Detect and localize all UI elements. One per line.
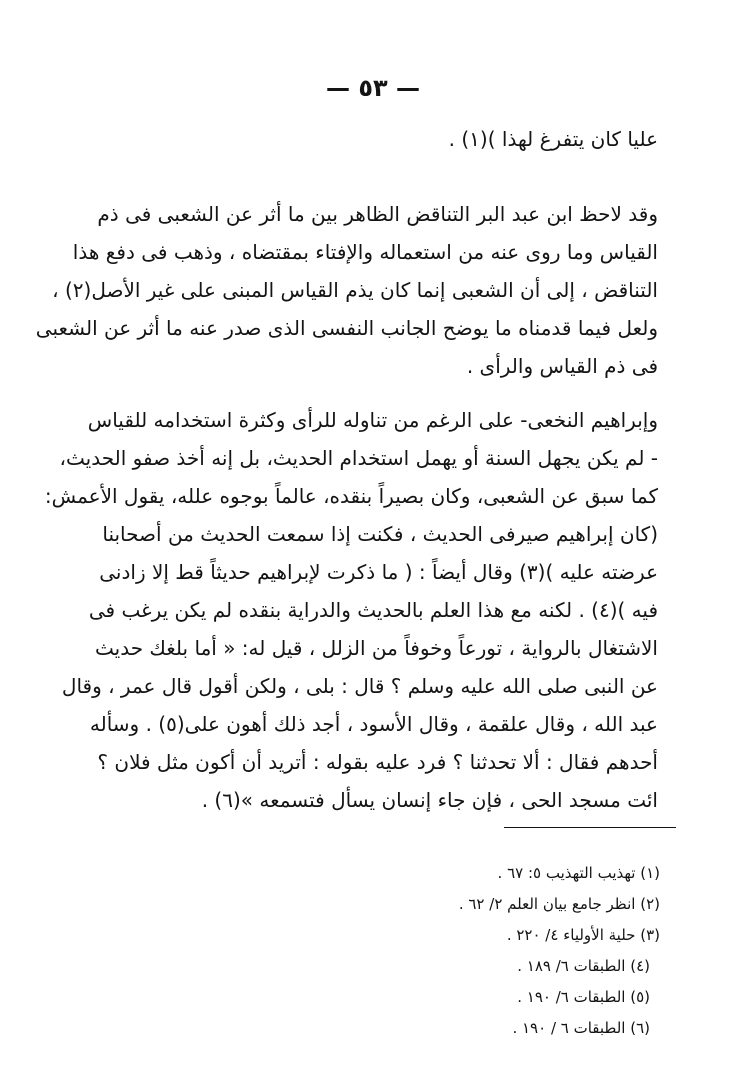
text-line: فيه )(٤) . لكنه مع هذا العلم بالحديث والدراية بنقده لم يكن يرغب فى <box>88 598 658 622</box>
text-line: عرضته عليه )(٣) وقال أيضاً : ( ما ذكرت لإبراهيم حديثاً قط إلا زادنى <box>99 560 658 584</box>
page-number: — ٥٣ — <box>325 74 420 102</box>
text-line: الاشتغال بالرواية ، تورعاً وخوفاً من الزلل ، قيل له: « أما بلغك حديث <box>95 636 658 660</box>
text-line: عبد الله ، وقال علقمة ، وقال الأسود ، أجد ذلك أهون على(٥) . وسأله <box>89 712 658 736</box>
text-line: - لم يكن يجهل السنة أو يهمل استخدام الحديث، بل إنه أخذ صفو الحديث، <box>59 446 658 470</box>
text-line: عن النبى صلى الله عليه وسلم ؟ قال : بلى ، ولكن أقول قال عمر ، وقال <box>61 674 658 698</box>
text-line: القياس وما روى عنه من استعماله والإفتاء بمقتضاه ، وذهب فى دفع هذا <box>72 240 658 264</box>
footnote: (٥) الطبقات ٦/ ١٩٠ . <box>517 988 650 1006</box>
text-line: وإبراهيم النخعى- على الرغم من تناوله للرأى وكثرة استخدامه للقياس <box>87 408 658 432</box>
footnotes <box>280 858 660 1044</box>
footnote: (٦) الطبقات ٦ / ١٩٠ . <box>512 1019 650 1037</box>
footnote-divider <box>504 827 676 828</box>
footnote: (١) تهذيب التهذيب ٥: ٦٧ . <box>497 864 660 882</box>
text-line: عليا كان يتفرغ لهذا )(١) . <box>448 127 658 151</box>
text-line: أحدهم فقال : ألا تحدثنا ؟ فرد عليه بقوله : أتريد أن أكون مثل فلان ؟ <box>97 750 658 774</box>
text-line: وقد لاحظ ابن عبد البر التناقض الظاهر بين ما أثر عن الشعبى فى ذم <box>97 202 658 226</box>
text-line: كما سبق عن الشعبى، وكان بصيراً بنقده، عالماً بوجوه علله، يقول الأعمش: <box>44 484 658 508</box>
text-line: ائت مسجد الحى ، فإن جاء إنسان يسأل فتسمعه »(٦) . <box>201 788 658 812</box>
footnote: (٣) حلية الأولياء ٤/ ٢٢٠ . <box>506 926 660 944</box>
paragraph-ibn-abd-al-barr <box>35 195 658 385</box>
text-line: ولعل فيما قدمناه ما يوضح الجانب النفسى الذى صدر عنه ما أثر عن الشعبى <box>35 316 658 340</box>
text-line: (كان إبراهيم صيرفى الحديث ، فكنت إذا سمعت الحديث من أصحابنا <box>102 522 658 546</box>
text-line: فى ذم القياس والرأى . <box>466 354 658 378</box>
footnote: (٢) انظر جامع بيان العلم ٢/ ٦٢ . <box>458 895 660 913</box>
paragraph-continuation <box>98 120 658 158</box>
footnote: (٤) الطبقات ٦/ ١٨٩ . <box>517 957 650 975</box>
paragraph-ibrahim-nakhai <box>44 401 658 819</box>
text-line: التناقض ، إلى أن الشعبى إنما كان يذم القياس المبنى على غير الأصل(٢) ، <box>52 278 658 302</box>
